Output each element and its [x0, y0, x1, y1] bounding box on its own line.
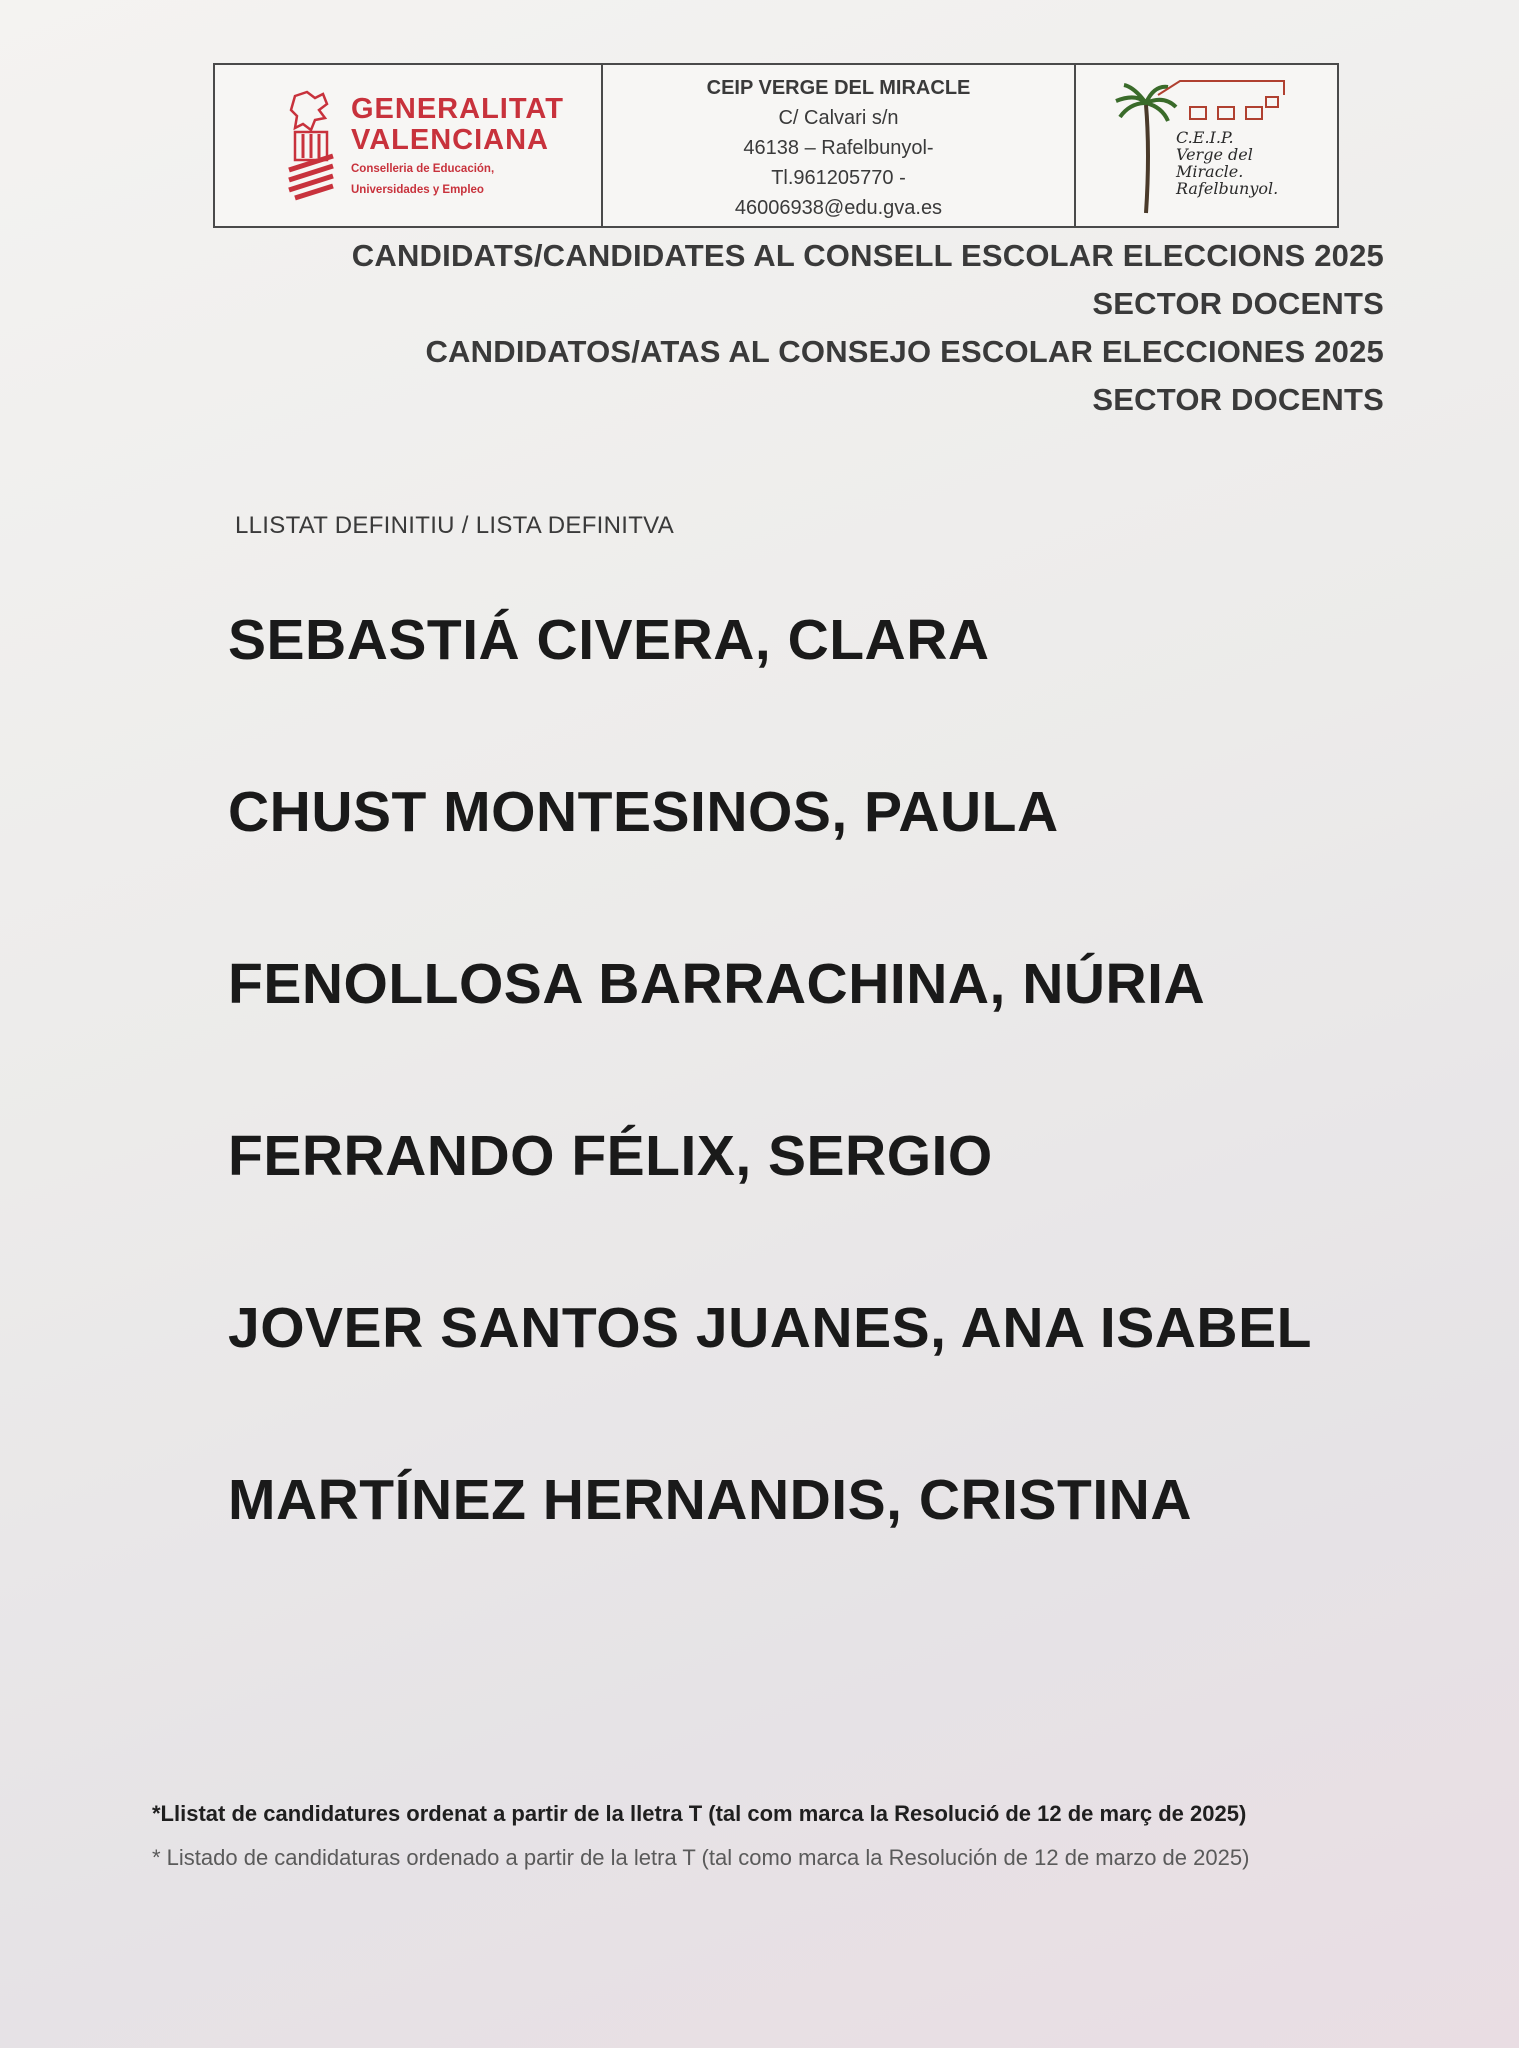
footnotes: [152, 1795, 1384, 1877]
logo-line3: Miracle.: [1176, 162, 1244, 181]
school-address: C/ Calvari s/n: [778, 107, 899, 129]
footnote-valencian: *Llistat de candidatures ordenat a partir de la lletra T (tal com marca la Resolució de 12 de març de 2025): [152, 1801, 1247, 1826]
school-logo-cell: [1076, 65, 1337, 226]
logo-line2: Verge del: [1176, 145, 1253, 164]
candidate-name: JOVER SANTOS JUANES, ANA ISABEL: [228, 1296, 1312, 1360]
school-phone: Tl.961205770 -: [771, 167, 906, 189]
candidate-name: FENOLLOSA BARRACHINA, NÚRIA: [228, 952, 1206, 1016]
title-sector-valencian: SECTOR DOCENTS: [1092, 286, 1384, 321]
gva-crest-icon: [285, 90, 337, 202]
logo-line4: Rafelbunyol.: [1176, 179, 1279, 198]
title-line-spanish: CANDIDATOS/ATAS AL CONSEJO ESCOLAR ELECCIONES 2025: [425, 334, 1384, 369]
logo-line1: C.E.I.P.: [1176, 128, 1234, 147]
footnote-spanish: * Listado de candidaturas ordenado a partir de la letra T (tal como marca la Resolución de 12 de marzo de 2025): [152, 1845, 1250, 1870]
candidate-name: FERRANDO FÉLIX, SERGIO: [228, 1124, 993, 1188]
gva-wordmark: [351, 94, 564, 198]
candidate-name: CHUST MONTESINOS, PAULA: [228, 780, 1059, 844]
letterhead-table: [213, 63, 1339, 228]
title-sector-spanish: SECTOR DOCENTS: [1092, 382, 1384, 417]
gva-department-line1: Conselleria de Educación,: [351, 162, 495, 175]
candidate-list: [228, 600, 1312, 1632]
school-info-cell: [603, 65, 1076, 226]
candidate-name: SEBASTIÁ CIVERA, CLARA: [228, 608, 990, 672]
title-line-valencian: CANDIDATS/CANDIDATES AL CONSELL ESCOLAR ELECCIONS 2025: [351, 238, 1384, 273]
school-logo-handwriting: [1176, 129, 1278, 197]
gva-logo-cell: [215, 65, 603, 226]
gva-name-line1: GENERALITAT: [351, 92, 564, 125]
candidate-name: MARTÍNEZ HERNANDIS, CRISTINA: [228, 1468, 1192, 1532]
gva-name-line2: VALENCIANA: [351, 123, 549, 156]
school-name: CEIP VERGE DEL MIRACLE: [706, 77, 971, 99]
document-title: [352, 232, 1384, 424]
list-label: LLISTAT DEFINITIU / LISTA DEFINITVA: [235, 512, 675, 539]
school-email: 46006938@edu.gva.es: [734, 197, 943, 219]
school-city: 46138 – Rafelbunyol-: [743, 137, 934, 159]
gva-department-line2: Universidades y Empleo: [351, 183, 484, 196]
